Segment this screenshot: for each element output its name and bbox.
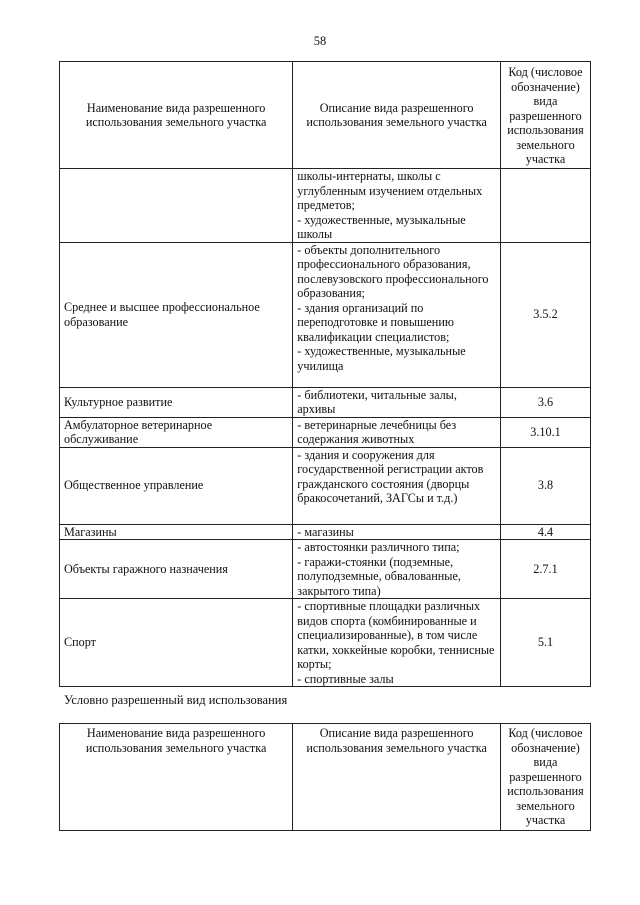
- description-line: школы-интернаты, школы с углубленным изучением отдельных предметов;: [297, 169, 483, 212]
- use-type-description: [293, 417, 501, 447]
- description-line: - автостоянки различного типа;: [297, 540, 460, 554]
- header-name: Наименование вида разрешенного использования земельного участка: [60, 62, 293, 169]
- use-type-code: 4.4: [500, 524, 590, 540]
- description-line: - здания и сооружения для государственной регистрации актов гражданского состояния (дворцы бракосочетаний, ЗАГСы и т.д.): [297, 447, 484, 505]
- table-row: [60, 447, 591, 524]
- use-type-description: [293, 387, 501, 417]
- header-description: Описание вида разрешенного использования земельного участка: [293, 62, 501, 169]
- description-line: - объекты дополнительного профессионального образования, послевузовского профессионального образования;: [297, 242, 489, 300]
- table-row: [60, 599, 591, 687]
- description-line: - спортивные залы: [297, 671, 394, 686]
- use-type-description: [293, 169, 501, 243]
- use-type-code: 3.6: [500, 387, 590, 417]
- use-type-code: 3.8: [500, 447, 590, 524]
- conditional-use-table: [59, 723, 591, 831]
- use-type-name: Среднее и высшее профессиональное образование: [60, 242, 293, 387]
- table-row: [60, 524, 591, 540]
- use-type-code: 2.7.1: [500, 540, 590, 599]
- description-line: - библиотеки, читальные залы, архивы: [297, 387, 457, 416]
- use-type-name: Общественное управление: [60, 447, 293, 524]
- table-row: [60, 417, 591, 447]
- use-type-code: 3.5.2: [500, 242, 590, 387]
- header-code: Код (числовое обозначение) вида разрешенного использования земельного участка: [500, 724, 590, 831]
- use-type-name: Амбулаторное ветеринарное обслуживание: [60, 417, 293, 447]
- description-line: - художественные, музыкальные школы: [297, 212, 466, 241]
- description-line: - художественные, музыкальные училища: [297, 344, 466, 373]
- table-row: [60, 387, 591, 417]
- use-type-description: [293, 447, 501, 524]
- table-header-row: [60, 62, 591, 169]
- use-type-name: [60, 169, 293, 243]
- header-code: Код (числовое обозначение) вида разрешенного использования земельного участка: [500, 62, 590, 169]
- section-heading: Условно разрешенный вид использования: [64, 693, 288, 707]
- header-description: Описание вида разрешенного использования земельного участка: [293, 724, 501, 831]
- use-type-name: Объекты гаражного назначения: [60, 540, 293, 599]
- use-type-code: 3.10.1: [500, 417, 590, 447]
- page-number: 58: [313, 34, 327, 48]
- table-row: [60, 169, 591, 243]
- table-row: [60, 540, 591, 599]
- description-line: - ветеринарные лечебницы без содержания животных: [297, 417, 457, 446]
- use-type-code: [500, 169, 590, 243]
- use-type-name: Спорт: [60, 599, 293, 687]
- use-type-description: [293, 540, 501, 599]
- use-type-description: [293, 599, 501, 687]
- use-type-description: [293, 242, 501, 387]
- header-name: Наименование вида разрешенного использования земельного участка: [60, 724, 293, 831]
- description-line: - гаражи-стоянки (подземные, полуподземные, обвалованные, закрытого типа): [297, 554, 461, 598]
- table-header-row: [60, 724, 591, 831]
- use-type-name: Культурное развитие: [60, 387, 293, 417]
- description-line: - спортивные площадки различных видов спорта (комбинированные и специализированные), в том числе катки, хоккейные коробки, теннисные корты;: [297, 599, 495, 671]
- description-line: - магазины: [297, 524, 354, 539]
- use-type-name: Магазины: [60, 524, 293, 540]
- description-line: - здания организаций по переподготовке и повышению квалификации специалистов;: [297, 300, 454, 344]
- table-row: [60, 242, 591, 387]
- permitted-use-table: [59, 61, 591, 687]
- use-type-description: [293, 524, 501, 540]
- use-type-code: 5.1: [500, 599, 590, 687]
